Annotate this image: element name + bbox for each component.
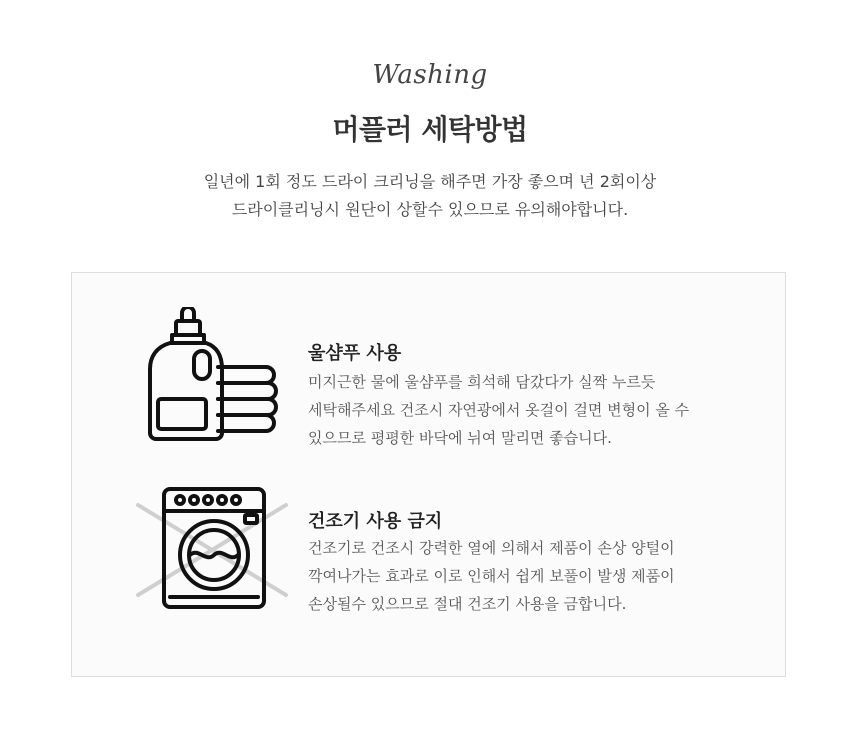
script-title: Washing (372, 60, 488, 90)
washing-instructions-box (71, 272, 786, 677)
intro-line: 드라이클리닝시 원단이 상할수 있으므로 유의해야합니다. (231, 200, 629, 219)
item-title: 건조기 사용 금지 (308, 511, 443, 532)
detergent-bottle-and-towels-icon (148, 307, 278, 447)
page-title: 머플러 세탁방법 (332, 113, 528, 146)
description-line: 손상될수 있으므로 절대 건조기 사용을 금합니다. (308, 595, 627, 613)
description-line: 건조기로 건조시 강력한 열에 의해서 제품이 손상 양털이 (308, 539, 675, 557)
description-line: 미지근한 물에 울샴푸를 희석해 담갔다가 실짝 누르듯 (308, 373, 656, 391)
intro-text (0, 168, 860, 224)
dryer-prohibited-icon (134, 485, 294, 611)
item-description (308, 534, 675, 618)
description-line: 깍여나가는 효과로 이로 인해서 쉽게 보풀이 발생 제품이 (308, 567, 675, 585)
intro-line: 일년에 1회 정도 드라이 크리닝을 해주면 가장 좋으며 년 2회이상 (203, 172, 657, 191)
item-description (308, 368, 689, 452)
description-line: 있으므로 평평한 바닥에 뉘여 말리면 좋습니다. (308, 429, 612, 447)
item-title: 울샴푸 사용 (308, 343, 402, 364)
description-line: 세탁해주세요 건조시 자연광에서 옷걸이 걸면 변형이 올 수 (308, 401, 690, 419)
